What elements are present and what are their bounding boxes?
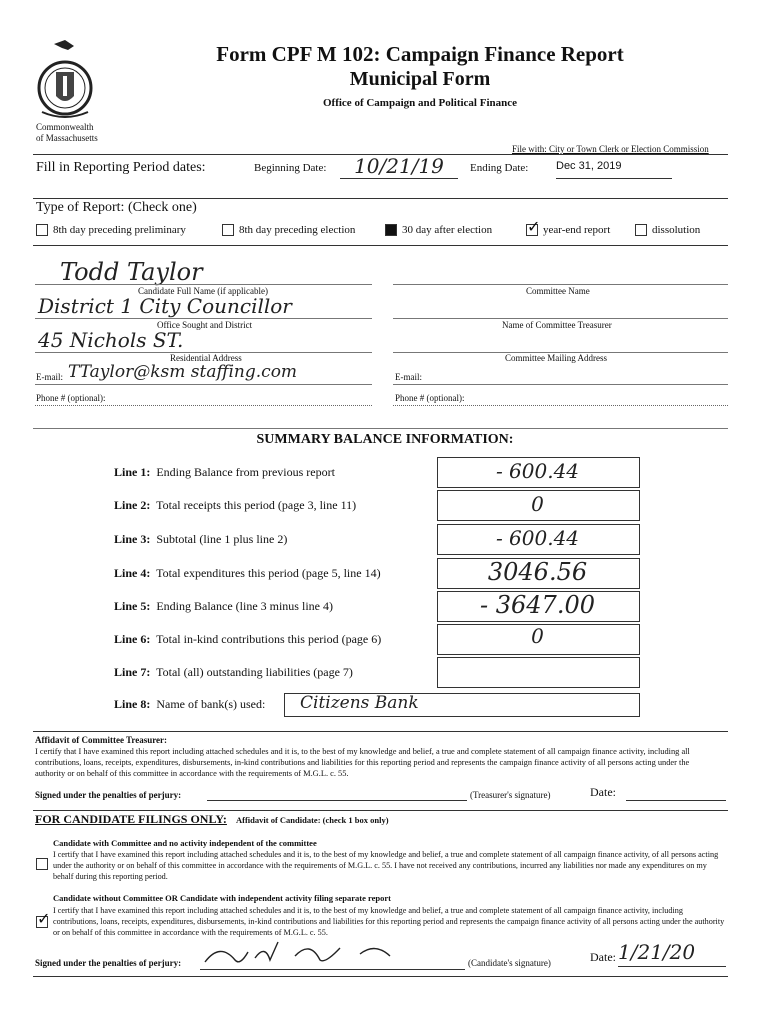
line-text: Total receipts this period (page 3, line 11) [156, 498, 357, 512]
committee-phone-label: Phone # (optional): [395, 393, 465, 403]
line-text: Total expenditures this period (page 5, line 14) [156, 566, 381, 580]
residential-address-label: Residential Address [170, 353, 242, 363]
option-label: 8th day preceding election [239, 224, 356, 236]
treasurer-name-rule [393, 318, 728, 319]
summary-line-5 [114, 599, 333, 614]
option2-title: Candidate without Committee OR Candidate with independent activity filing separate report [53, 893, 391, 903]
committee-email-rule [393, 384, 728, 385]
summary-line-2 [114, 498, 356, 513]
commonwealth-line2: of Massachusetts [36, 133, 98, 143]
candidate-name-label: Candidate Full Name (if applicable) [138, 286, 268, 296]
treasurer-signed-label: Signed under the penalties of perjury: [35, 790, 182, 800]
option2-checkbox-checked[interactable] [36, 916, 48, 928]
line-text: Subtotal (line 1 plus line 2) [156, 532, 288, 546]
option1-body: I certify that I have examined this report including attached schedules and it is, to the best of my knowledge and belief, a true and complete statement of all campaign finance activity, of all persons acting under the authority or on behalf of this committee in accordance with the requirements of M.G.L. c. 55. I have not received any contributions, incurred any liabilities nor made any expenditures on my behalf during this reporting period. [53, 850, 719, 881]
summary-line-3 [114, 532, 287, 547]
option-label: year-end report [543, 224, 611, 236]
form-subtitle: Municipal Form [349, 68, 491, 90]
line-number: Line 5: [114, 599, 151, 613]
line-number: Line 8: [114, 697, 151, 711]
file-with-note: File with: City or Town Clerk or Election Commission [512, 144, 709, 154]
treasurer-affidavit-heading: Affidavit of Committee Treasurer: [35, 735, 168, 745]
line-6-value: 0 [531, 624, 544, 648]
treasurer-signature-caption: (Treasurer's signature) [470, 790, 551, 800]
line-text: Ending Balance (line 3 minus line 4) [156, 599, 333, 613]
candidate-email-label: E-mail: [36, 372, 63, 382]
line-number: Line 4: [114, 566, 151, 580]
ending-date-field[interactable]: Dec 31, 2019 [556, 160, 672, 179]
option-label: 8th day preceding preliminary [53, 224, 186, 236]
line-3-value: - 600.44 [495, 526, 580, 550]
commonwealth-line1: Commonwealth [36, 122, 94, 132]
committee-name-rule [393, 284, 728, 285]
candidate-name-rule [35, 284, 372, 285]
option-8th-day-preliminary[interactable] [36, 224, 186, 236]
treasurer-name-label: Name of Committee Treasurer [502, 320, 612, 330]
summary-line-7 [114, 665, 353, 680]
candidate-date-label: Date: [590, 950, 616, 964]
candidate-email-field[interactable]: TTaylor@ksm staffing.com [68, 362, 298, 382]
line-2-value: 0 [531, 492, 544, 516]
beginning-date-label: Beginning Date: [254, 162, 327, 174]
line-number: Line 7: [114, 665, 151, 679]
option1-title: Candidate with Committee and no activity independent of the committee [53, 838, 317, 848]
candidate-date-field[interactable]: 1/21/20 [618, 940, 726, 967]
massachusetts-seal-icon [34, 40, 96, 122]
bank-name-value: Citizens Bank [300, 693, 419, 713]
line-text: Total (all) outstanding liabilities (page 7) [156, 665, 353, 679]
summary-line-8 [114, 697, 265, 712]
line-number: Line 3: [114, 532, 151, 546]
line-text: Name of bank(s) used: [156, 697, 266, 711]
treasurer-date-field[interactable] [626, 786, 726, 801]
line-1-value: - 600.44 [495, 459, 580, 483]
committee-address-label: Committee Mailing Address [505, 353, 607, 363]
line-7-box[interactable] [437, 657, 640, 688]
candidate-affidavit-sub: Affidavit of Candidate: (check 1 box only) [236, 815, 389, 825]
candidate-signature-caption: (Candidate's signature) [468, 958, 551, 968]
line-5-value: - 3647.00 [480, 591, 595, 619]
line-number: Line 2: [114, 498, 151, 512]
line-text: Ending Balance from previous report [156, 465, 335, 479]
treasurer-affidavit-body: I certify that I have examined this report including attached schedules and it is, to the best of my knowledge and belief, a true and complete statement of all campaign finance activity, including all contributions, loans, receipts, expenditures, disbursements, in-kind contributions and liabilities for this reporting period and represents the campaign finance activity of all persons acting under the authority or on behalf of this committee in accordance with the requirements of M.G.L. c. 55. [35, 747, 690, 778]
line-4-value: 3046.56 [487, 558, 588, 586]
candidate-phone-rule [35, 405, 372, 406]
line-text: Total in-kind contributions this period (page 6) [156, 632, 382, 646]
summary-line-1 [114, 465, 335, 480]
candidate-filings-heading: FOR CANDIDATE FILINGS ONLY: [35, 812, 227, 826]
beginning-date-field[interactable]: 10/21/19 [340, 154, 458, 179]
checkbox-empty-icon[interactable] [36, 224, 48, 236]
report-type-label: Type of Report: (Check one) [36, 200, 197, 215]
option1-checkbox[interactable] [36, 858, 48, 870]
candidate-email-rule [35, 384, 372, 385]
option-8th-day-election[interactable] [222, 224, 355, 236]
office-sought-label: Office Sought and District [157, 320, 253, 330]
candidate-name-field[interactable]: Todd Taylor [60, 258, 203, 286]
checkbox-filled-icon[interactable] [385, 224, 397, 236]
committee-phone-rule [393, 405, 728, 406]
option-30-day-after[interactable] [385, 224, 492, 236]
line-number: Line 6: [114, 632, 151, 646]
office-name: Office of Campaign and Political Finance [322, 97, 517, 109]
committee-email-label: E-mail: [395, 372, 422, 382]
checkbox-empty-icon[interactable] [222, 224, 234, 236]
line-number: Line 1: [114, 465, 151, 479]
option-label: 30 day after election [402, 224, 493, 236]
option-label: dissolution [652, 224, 701, 236]
candidate-signature-field[interactable] [200, 955, 465, 970]
option2-body: I certify that I have examined this report including attached schedules and it is, to the best of my knowledge and belief, a true and complete statement of all campaign finance activity, including contributions, loans, receipts, expenditures, disbursements, in-kind contributions and liabilities for this reporting period and represents the campaign finance activity of all persons acting under the authority or on behalf of this committee in accordance with the requirements of M.G.L. c. 55. [53, 906, 725, 937]
candidate-signed-label: Signed under the penalties of perjury: [35, 958, 182, 968]
committee-name-label: Committee Name [526, 286, 590, 296]
checkbox-checked-icon[interactable] [526, 224, 538, 236]
option-dissolution[interactable] [635, 224, 700, 236]
office-sought-rule [35, 318, 372, 319]
period-label: Fill in Reporting Period dates: [36, 160, 206, 175]
summary-line-4 [114, 566, 381, 581]
office-sought-field[interactable]: District 1 City Councillor [38, 294, 292, 318]
candidate-phone-label: Phone # (optional): [36, 393, 106, 403]
commonwealth-label [36, 122, 98, 144]
treasurer-signature-field[interactable] [207, 786, 467, 801]
summary-line-6 [114, 632, 381, 647]
summary-top-rule [33, 428, 728, 429]
summary-title: SUMMARY BALANCE INFORMATION: [256, 432, 514, 447]
residential-address-field[interactable]: 45 Nichols ST. [38, 328, 184, 352]
treasurer-date-label: Date: [590, 785, 616, 799]
checkbox-empty-icon[interactable] [635, 224, 647, 236]
form-title: Form CPF M 102: Campaign Finance Report [216, 42, 624, 66]
ending-date-label: Ending Date: [470, 162, 529, 174]
option-year-end[interactable] [526, 224, 610, 236]
